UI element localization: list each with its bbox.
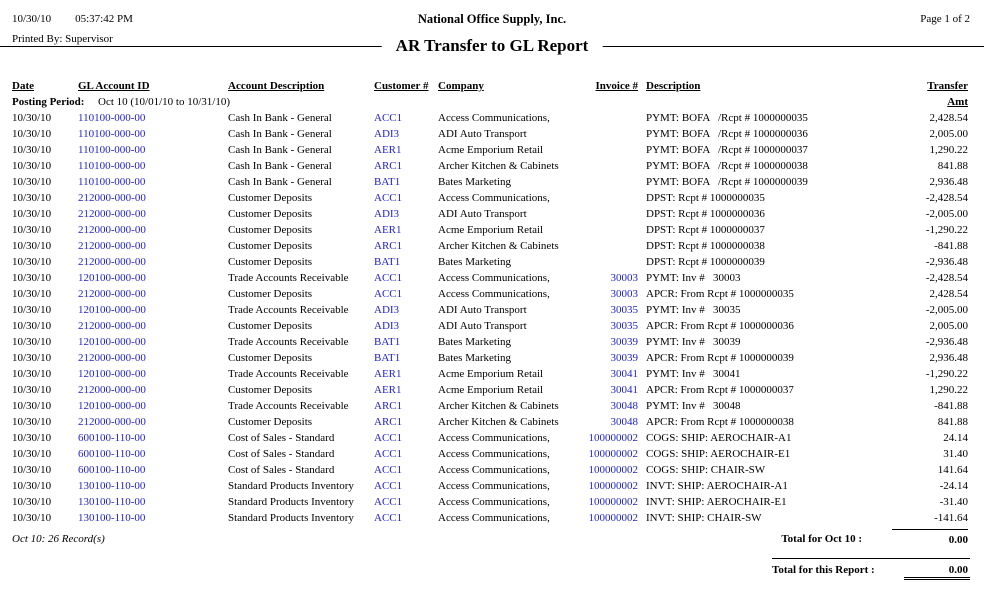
cell-date: 10/30/10	[12, 320, 52, 332]
cell-gl-account-id[interactable]: 120100-000-00	[78, 272, 146, 284]
cell-invoice-number	[588, 158, 646, 174]
cell-gl-account-id[interactable]: 212000-000-00	[78, 192, 146, 204]
cell-date: 10/30/10	[12, 464, 52, 476]
cell-company: Access Communications,	[438, 272, 550, 284]
cell-customer-id[interactable]: ACC1	[374, 112, 403, 124]
cell-company: Access Communications,	[438, 288, 550, 300]
cell-customer-id[interactable]: AER1	[374, 384, 402, 396]
cell-date: 10/30/10	[12, 128, 52, 140]
cell-company: Access Communications,	[438, 448, 550, 460]
cell-description: PYMT: BOFA /Rcpt # 1000000035	[646, 112, 808, 124]
record-count: Oct 10: 26 Record(s)	[12, 533, 105, 545]
cell-description: PYMT: BOFA /Rcpt # 1000000038	[646, 160, 808, 172]
table-row	[0, 158, 984, 174]
cell-customer-id[interactable]: ACC1	[374, 432, 403, 444]
cell-account-description: Customer Deposits	[228, 192, 313, 204]
cell-invoice-number[interactable]: 30041	[610, 384, 638, 396]
cell-company: ADI Auto Transport	[438, 128, 527, 140]
cell-account-description: Trade Accounts Receivable	[228, 304, 349, 316]
cell-date: 10/30/10	[12, 512, 52, 524]
table-row	[0, 286, 984, 302]
cell-invoice-number	[588, 222, 646, 238]
cell-gl-account-id[interactable]: 120100-000-00	[78, 304, 146, 316]
cell-date: 10/30/10	[12, 192, 52, 204]
report-total-value: 0.00	[904, 564, 970, 580]
cell-account-description: Cash In Bank - General	[228, 144, 332, 156]
cell-invoice-number[interactable]: 30048	[610, 400, 638, 412]
cell-company: Archer Kitchen & Cabinets	[438, 160, 559, 172]
table-row	[0, 302, 984, 318]
cell-account-description: Standard Products Inventory	[228, 512, 354, 524]
table-row	[0, 270, 984, 286]
cell-gl-account-id[interactable]: 212000-000-00	[78, 240, 146, 252]
table-row	[0, 366, 984, 382]
cell-customer-id[interactable]: ADI3	[374, 128, 400, 140]
cell-customer-id[interactable]: AER1	[374, 368, 402, 380]
cell-transfer-amount: 1,290.22	[929, 144, 968, 156]
table-row	[0, 174, 984, 190]
cell-date: 10/30/10	[12, 160, 52, 172]
cell-date: 10/30/10	[12, 176, 52, 188]
posting-period-value: Oct 10 (10/01/10 to 10/31/10)	[98, 96, 230, 108]
cell-customer-id[interactable]: ADI3	[374, 320, 400, 332]
table-row	[0, 190, 984, 206]
cell-date: 10/30/10	[12, 224, 52, 236]
cell-company: Archer Kitchen & Cabinets	[438, 240, 559, 252]
cell-company: Archer Kitchen & Cabinets	[438, 416, 559, 428]
cell-company: Acme Emporium Retail	[438, 368, 544, 380]
cell-description: PYMT: Inv # 30039	[646, 336, 741, 348]
cell-company: Access Communications,	[438, 512, 550, 524]
cell-gl-account-id[interactable]: 212000-000-00	[78, 352, 146, 364]
cell-gl-account-id[interactable]: 212000-000-00	[78, 320, 146, 332]
cell-account-description: Cash In Bank - General	[228, 176, 332, 188]
cell-customer-id[interactable]: ACC1	[374, 464, 403, 476]
cell-invoice-number[interactable]: 30041	[610, 368, 638, 380]
cell-transfer-amount: 2,005.00	[929, 320, 968, 332]
report-total-label: Total for this Report :	[772, 564, 875, 576]
column-header-date: Date	[12, 80, 34, 92]
cell-account-description: Trade Accounts Receivable	[228, 336, 349, 348]
table-row	[0, 430, 984, 446]
cell-transfer-amount: -2,005.00	[925, 208, 968, 220]
cell-transfer-amount: 141.64	[937, 464, 968, 476]
cell-invoice-number[interactable]: 30035	[610, 304, 638, 316]
cell-description: APCR: From Rcpt # 1000000035	[646, 288, 794, 300]
cell-transfer-amount: 2,936.48	[929, 352, 968, 364]
cell-description: PYMT: BOFA /Rcpt # 1000000037	[646, 144, 808, 156]
cell-transfer-amount: -2,936.48	[925, 256, 968, 268]
cell-company: Bates Marketing	[438, 256, 512, 268]
cell-date: 10/30/10	[12, 400, 52, 412]
cell-transfer-amount: 1,290.22	[929, 384, 968, 396]
cell-gl-account-id[interactable]: 212000-000-00	[78, 208, 146, 220]
table-row	[0, 494, 984, 510]
cell-description: INVT: SHIP: CHAIR-SW	[646, 512, 762, 524]
table-row	[0, 142, 984, 158]
cell-account-description: Trade Accounts Receivable	[228, 368, 349, 380]
cell-company: Bates Marketing	[438, 352, 512, 364]
cell-customer-id[interactable]: BAT1	[374, 176, 401, 188]
table-row	[0, 110, 984, 126]
cell-date: 10/30/10	[12, 112, 52, 124]
table-row	[0, 462, 984, 478]
cell-company: Access Communications,	[438, 496, 550, 508]
table-row	[0, 318, 984, 334]
column-header-company: Company	[438, 80, 484, 92]
company-name: National Office Supply, Inc.	[417, 12, 567, 26]
cell-date: 10/30/10	[12, 416, 52, 428]
cell-account-description: Standard Products Inventory	[228, 480, 354, 492]
cell-customer-id[interactable]: ACC1	[374, 496, 403, 508]
cell-transfer-amount: -31.40	[939, 496, 968, 508]
total-oct-section	[781, 529, 968, 546]
cell-gl-account-id[interactable]: 130100-110-00	[78, 480, 146, 492]
cell-account-description: Customer Deposits	[228, 256, 313, 268]
cell-invoice-number[interactable]: 100000002	[588, 464, 638, 476]
table-row	[0, 446, 984, 462]
cell-description: APCR: From Rcpt # 1000000038	[646, 416, 794, 428]
cell-gl-account-id[interactable]: 600100-110-00	[78, 432, 146, 444]
posting-period-row	[0, 94, 984, 110]
cell-customer-id[interactable]: BAT1	[374, 336, 401, 348]
cell-description: COGS: SHIP: AEROCHAIR-E1	[646, 448, 791, 460]
cell-gl-account-id[interactable]: 212000-000-00	[78, 224, 146, 236]
cell-account-description: Customer Deposits	[228, 208, 313, 220]
cell-description: COGS: SHIP: AEROCHAIR-A1	[646, 432, 792, 444]
column-header-invoice: Invoice #	[595, 80, 638, 92]
cell-customer-id[interactable]: BAT1	[374, 256, 401, 268]
cell-account-description: Customer Deposits	[228, 384, 313, 396]
table-row	[0, 254, 984, 270]
column-header-transfer-amt: Transfer Amt	[927, 80, 968, 108]
cell-date: 10/30/10	[12, 368, 52, 380]
cell-date: 10/30/10	[12, 448, 52, 460]
cell-description: DPST: Rcpt # 1000000035	[646, 192, 765, 204]
cell-invoice-number[interactable]: 100000002	[588, 512, 638, 524]
cell-description: PYMT: Inv # 30041	[646, 368, 741, 380]
total-oct-label: Total for Oct 10 :	[781, 533, 862, 545]
cell-transfer-amount: 841.88	[937, 416, 968, 428]
cell-company: Access Communications,	[438, 432, 550, 444]
cell-date: 10/30/10	[12, 384, 52, 396]
cell-company: Acme Emporium Retail	[438, 144, 544, 156]
table-row	[0, 350, 984, 366]
table-row	[0, 126, 984, 142]
cell-customer-id[interactable]: AER1	[374, 144, 402, 156]
table-row	[0, 206, 984, 222]
cell-description: COGS: SHIP: CHAIR-SW	[646, 464, 766, 476]
cell-description: PYMT: Inv # 30048	[646, 400, 741, 412]
cell-description: DPST: Rcpt # 1000000039	[646, 256, 765, 268]
cell-gl-account-id[interactable]: 212000-000-00	[78, 288, 146, 300]
cell-account-description: Customer Deposits	[228, 416, 313, 428]
table-row	[0, 478, 984, 494]
cell-gl-account-id[interactable]: 600100-110-00	[78, 464, 146, 476]
cell-invoice-number[interactable]: 100000002	[588, 496, 638, 508]
cell-account-description: Cash In Bank - General	[228, 128, 332, 140]
period-total-row	[0, 529, 984, 549]
cell-invoice-number[interactable]: 30048	[610, 416, 638, 428]
cell-company: Access Communications,	[438, 192, 550, 204]
cell-date: 10/30/10	[12, 256, 52, 268]
cell-description: PYMT: BOFA /Rcpt # 1000000036	[646, 128, 808, 140]
cell-customer-id[interactable]: ACC1	[374, 272, 403, 284]
cell-invoice-number	[588, 174, 646, 190]
cell-company: ADI Auto Transport	[438, 304, 527, 316]
cell-transfer-amount: -2,005.00	[925, 304, 968, 316]
cell-transfer-amount: 31.40	[943, 448, 968, 460]
cell-customer-id[interactable]: AER1	[374, 224, 402, 236]
cell-customer-id[interactable]: ARC1	[374, 400, 403, 412]
cell-transfer-amount: -141.64	[934, 512, 968, 524]
cell-gl-account-id[interactable]: 212000-000-00	[78, 416, 146, 428]
cell-transfer-amount: -2,428.54	[925, 272, 968, 284]
cell-company: Acme Emporium Retail	[438, 224, 544, 236]
cell-company: Access Communications,	[438, 112, 550, 124]
cell-invoice-number[interactable]: 30035	[610, 320, 638, 332]
cell-invoice-number	[588, 110, 646, 126]
cell-invoice-number	[588, 254, 646, 270]
cell-description: DPST: Rcpt # 1000000036	[646, 208, 765, 220]
cell-gl-account-id[interactable]: 120100-000-00	[78, 400, 146, 412]
print-time: 05:37:42 PM	[75, 13, 133, 25]
cell-transfer-amount: -1,290.22	[925, 224, 968, 236]
cell-gl-account-id[interactable]: 130100-110-00	[78, 496, 146, 508]
report-rows	[0, 110, 984, 526]
cell-customer-id[interactable]: ACC1	[374, 480, 403, 492]
cell-account-description: Trade Accounts Receivable	[228, 400, 349, 412]
column-header-gl-account-id: GL Account ID	[78, 80, 150, 92]
column-header-description: Description	[646, 80, 701, 92]
cell-customer-id[interactable]: ACC1	[374, 448, 403, 460]
cell-description: DPST: Rcpt # 1000000037	[646, 224, 765, 236]
cell-date: 10/30/10	[12, 288, 52, 300]
page-indicator: Page 1 of 2	[920, 13, 970, 25]
cell-company: Access Communications,	[438, 480, 550, 492]
cell-description: APCR: From Rcpt # 1000000037	[646, 384, 794, 396]
table-row	[0, 238, 984, 254]
cell-invoice-number	[588, 206, 646, 222]
cell-account-description: Customer Deposits	[228, 320, 313, 332]
cell-account-description: Customer Deposits	[228, 240, 313, 252]
cell-invoice-number	[588, 126, 646, 142]
cell-invoice-number	[588, 190, 646, 206]
cell-gl-account-id[interactable]: 130100-110-00	[78, 512, 146, 524]
cell-description: INVT: SHIP: AEROCHAIR-E1	[646, 496, 787, 508]
cell-date: 10/30/10	[12, 432, 52, 444]
print-date: 10/30/10	[12, 13, 52, 25]
cell-transfer-amount: -2,936.48	[925, 336, 968, 348]
cell-gl-account-id[interactable]: 110100-000-00	[78, 176, 146, 188]
cell-customer-id[interactable]: ARC1	[374, 240, 403, 252]
posting-period-label: Posting Period:	[12, 96, 85, 108]
cell-transfer-amount: 2,936.48	[929, 176, 968, 188]
cell-customer-id[interactable]: BAT1	[374, 352, 401, 364]
cell-invoice-number	[588, 142, 646, 158]
cell-description: DPST: Rcpt # 1000000038	[646, 240, 765, 252]
cell-company: ADI Auto Transport	[438, 208, 527, 220]
cell-invoice-number[interactable]: 100000002	[588, 448, 638, 460]
cell-account-description: Customer Deposits	[228, 352, 313, 364]
table-row	[0, 510, 984, 526]
cell-customer-id[interactable]: ARC1	[374, 160, 403, 172]
cell-invoice-number[interactable]: 100000002	[588, 432, 638, 444]
cell-customer-id[interactable]: ACC1	[374, 512, 403, 524]
cell-transfer-amount: 841.88	[937, 160, 968, 172]
cell-date: 10/30/10	[12, 240, 52, 252]
cell-date: 10/30/10	[12, 144, 52, 156]
cell-invoice-number[interactable]: 30039	[610, 352, 638, 364]
cell-company: Archer Kitchen & Cabinets	[438, 400, 559, 412]
cell-company: Acme Emporium Retail	[438, 384, 544, 396]
cell-account-description: Cost of Sales - Standard	[228, 432, 335, 444]
cell-date: 10/30/10	[12, 304, 52, 316]
cell-date: 10/30/10	[12, 336, 52, 348]
cell-gl-account-id[interactable]: 212000-000-00	[78, 256, 146, 268]
cell-invoice-number	[588, 238, 646, 254]
cell-date: 10/30/10	[12, 496, 52, 508]
cell-company: Access Communications,	[438, 464, 550, 476]
cell-company: Bates Marketing	[438, 336, 512, 348]
table-row	[0, 414, 984, 430]
printed-by: Printed By: Supervisor	[12, 33, 113, 45]
cell-transfer-amount: 2,428.54	[929, 112, 968, 124]
table-row	[0, 382, 984, 398]
cell-transfer-amount: 24.14	[943, 432, 968, 444]
cell-description: APCR: From Rcpt # 1000000039	[646, 352, 794, 364]
cell-gl-account-id[interactable]: 110100-000-00	[78, 112, 146, 124]
column-header-account-description: Account Description	[228, 80, 325, 92]
cell-customer-id[interactable]: ACC1	[374, 288, 403, 300]
cell-transfer-amount: -841.88	[934, 400, 968, 412]
cell-transfer-amount: 2,005.00	[929, 128, 968, 140]
cell-date: 10/30/10	[12, 272, 52, 284]
cell-gl-account-id[interactable]: 120100-000-00	[78, 368, 146, 380]
cell-customer-id[interactable]: ACC1	[374, 192, 403, 204]
cell-transfer-amount: 2,428.54	[929, 288, 968, 300]
cell-account-description: Customer Deposits	[228, 288, 313, 300]
cell-transfer-amount: -2,428.54	[925, 192, 968, 204]
cell-description: PYMT: Inv # 30035	[646, 304, 741, 316]
cell-date: 10/30/10	[12, 480, 52, 492]
cell-transfer-amount: -841.88	[934, 240, 968, 252]
cell-transfer-amount: -24.14	[939, 480, 968, 492]
cell-company: ADI Auto Transport	[438, 320, 527, 332]
cell-customer-id[interactable]: ADI3	[374, 304, 400, 316]
total-oct-value: 0.00	[892, 529, 968, 546]
table-row	[0, 398, 984, 414]
cell-account-description: Cost of Sales - Standard	[228, 448, 335, 460]
cell-gl-account-id[interactable]: 120100-000-00	[78, 336, 146, 348]
cell-gl-account-id[interactable]: 110100-000-00	[78, 160, 146, 172]
cell-account-description: Standard Products Inventory	[228, 496, 354, 508]
cell-account-description: Cost of Sales - Standard	[228, 464, 335, 476]
table-row	[0, 222, 984, 238]
cell-customer-id[interactable]: ADI3	[374, 208, 400, 220]
cell-gl-account-id[interactable]: 212000-000-00	[78, 384, 146, 396]
cell-invoice-number[interactable]: 100000002	[588, 480, 638, 492]
column-header-customer: Customer #	[374, 80, 429, 92]
cell-date: 10/30/10	[12, 352, 52, 364]
cell-gl-account-id[interactable]: 110100-000-00	[78, 144, 146, 156]
cell-invoice-number[interactable]: 30039	[610, 336, 638, 348]
cell-account-description: Cash In Bank - General	[228, 112, 332, 124]
cell-company: Bates Marketing	[438, 176, 512, 188]
report-total-section	[772, 558, 970, 580]
cell-account-description: Customer Deposits	[228, 224, 313, 236]
cell-gl-account-id[interactable]: 110100-000-00	[78, 128, 146, 140]
cell-gl-account-id[interactable]: 600100-110-00	[78, 448, 146, 460]
cell-description: PYMT: Inv # 30003	[646, 272, 741, 284]
cell-customer-id[interactable]: ARC1	[374, 416, 403, 428]
cell-account-description: Trade Accounts Receivable	[228, 272, 349, 284]
cell-description: APCR: From Rcpt # 1000000036	[646, 320, 794, 332]
cell-invoice-number[interactable]: 30003	[610, 272, 638, 284]
cell-invoice-number[interactable]: 30003	[610, 288, 638, 300]
cell-account-description: Cash In Bank - General	[228, 160, 332, 172]
cell-date: 10/30/10	[12, 208, 52, 220]
table-row	[0, 334, 984, 350]
report-title: AR Transfer to GL Report	[382, 36, 603, 56]
cell-description: PYMT: BOFA /Rcpt # 1000000039	[646, 176, 808, 188]
cell-description: INVT: SHIP: AEROCHAIR-A1	[646, 480, 788, 492]
cell-transfer-amount: -1,290.22	[925, 368, 968, 380]
